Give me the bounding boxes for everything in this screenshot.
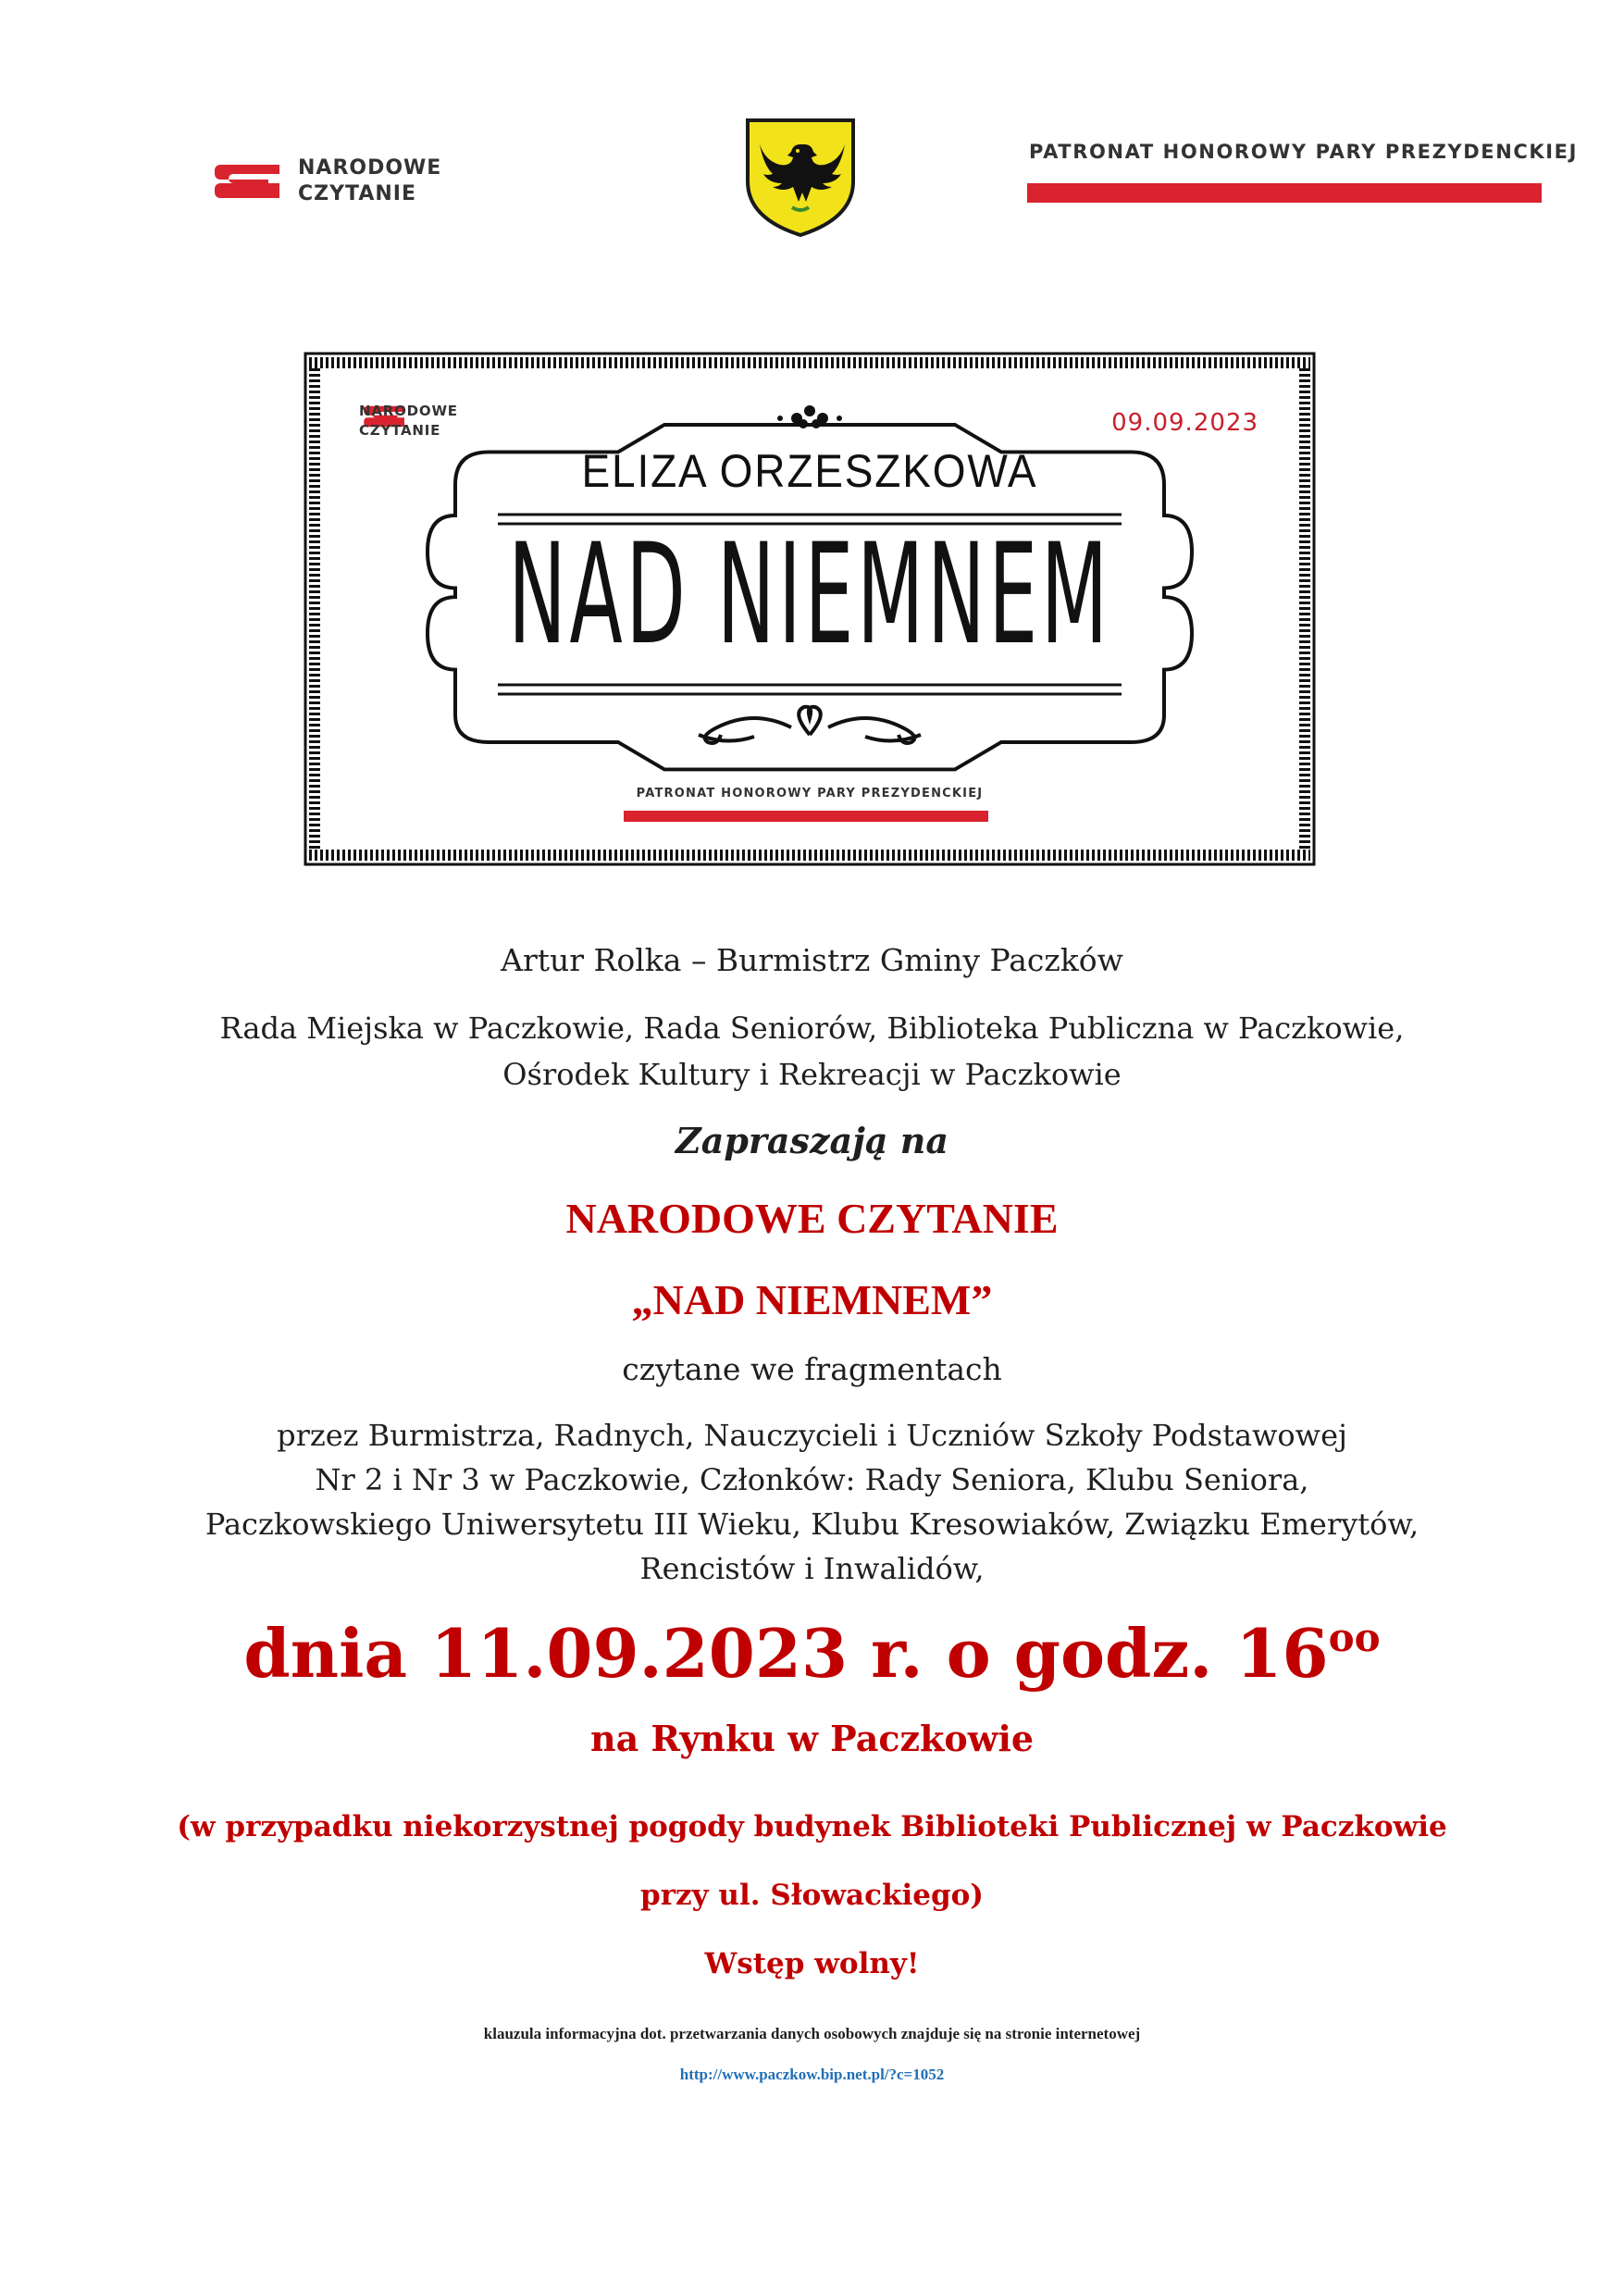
event-banner xyxy=(304,352,1316,866)
narodowe-czytanie-logo xyxy=(213,155,453,211)
event-place: na Rynku w Paczkowie xyxy=(589,1718,1035,1759)
event-name: NARODOWE CZYTANIE xyxy=(565,1195,1059,1242)
readers-line-3: Paczkowskiego Uniwersytetu III Wieku, Klubu Kresowiaków, Związku Emerytów, xyxy=(205,1507,1419,1542)
organizers-line-1: Rada Miejska w Paczkowie, Rada Seniorów, Biblioteka Publiczna w Paczkowie, xyxy=(219,1011,1405,1046)
banner-title: NAD NIEMNEM xyxy=(508,515,1111,676)
banner-logo-line-1: NARODOWE xyxy=(359,403,458,419)
event-minutes-superscript: oo xyxy=(1328,1615,1381,1660)
book-icon xyxy=(213,161,287,202)
banner-logo-line-2: CZYTANIE xyxy=(359,422,441,439)
eagle-coat-of-arms-icon xyxy=(744,117,857,239)
book-title: „NAD NIEMNEM” xyxy=(631,1276,993,1323)
readers-line-1: przez Burmistrza, Radnych, Nauczycieli i Uczniów Szkoły Podstawowej xyxy=(277,1418,1347,1453)
patronage-red-bar xyxy=(1027,183,1542,203)
honorary-patronage-header xyxy=(1027,141,1579,205)
banner-patronage-bar xyxy=(624,811,988,822)
banner-author: ELIZA ORZESZKOWA xyxy=(581,445,1038,497)
privacy-clause: klauzula informacyjna dot. przetwarzania danych osobowych znajduje się na stronie internetowej xyxy=(483,2025,1141,2042)
logo-line-1: NARODOWE xyxy=(298,156,442,180)
coat-of-arms xyxy=(744,117,857,239)
event-date-time xyxy=(0,1614,1624,1693)
readers-line-2: Nr 2 i Nr 3 w Paczkowie, Członków: Rady Seniora, Klubu Seniora, xyxy=(315,1462,1309,1497)
organizers-line-2: Ośrodek Kultury i Rekreacji w Paczkowie xyxy=(502,1057,1122,1092)
invitation-heading: Zapraszają na xyxy=(675,1120,949,1161)
logo-line-2: CZYTANIE xyxy=(298,182,416,205)
patronage-label: PATRONAT HONOROWY PARY PREZYDENCKIEJ xyxy=(1029,141,1579,163)
privacy-link[interactable]: http://www.paczkow.bip.net.pl/?c=1052 xyxy=(679,2066,945,2083)
reading-mode: czytane we fragmentach xyxy=(622,1351,1002,1387)
weather-note-line-1: (w przypadku niekorzystnej pogody budynek Biblioteki Publicznej w Paczkowie xyxy=(177,1810,1447,1843)
banner-date: 09.09.2023 xyxy=(1111,409,1258,437)
banner-patronage: PATRONAT HONOROWY PARY PREZYDENCKIEJ xyxy=(636,787,984,800)
weather-note-line-2: przy ul. Słowackiego) xyxy=(640,1879,984,1912)
readers-line-4: Rencistów i Inwalidów, xyxy=(639,1551,985,1586)
mayor-line: Artur Rolka – Burmistrz Gminy Paczków xyxy=(501,942,1123,978)
event-date-text: dnia 11.09.2023 r. o godz. 16 xyxy=(243,1614,1329,1693)
free-entry: Wstęp wolny! xyxy=(704,1947,920,1980)
